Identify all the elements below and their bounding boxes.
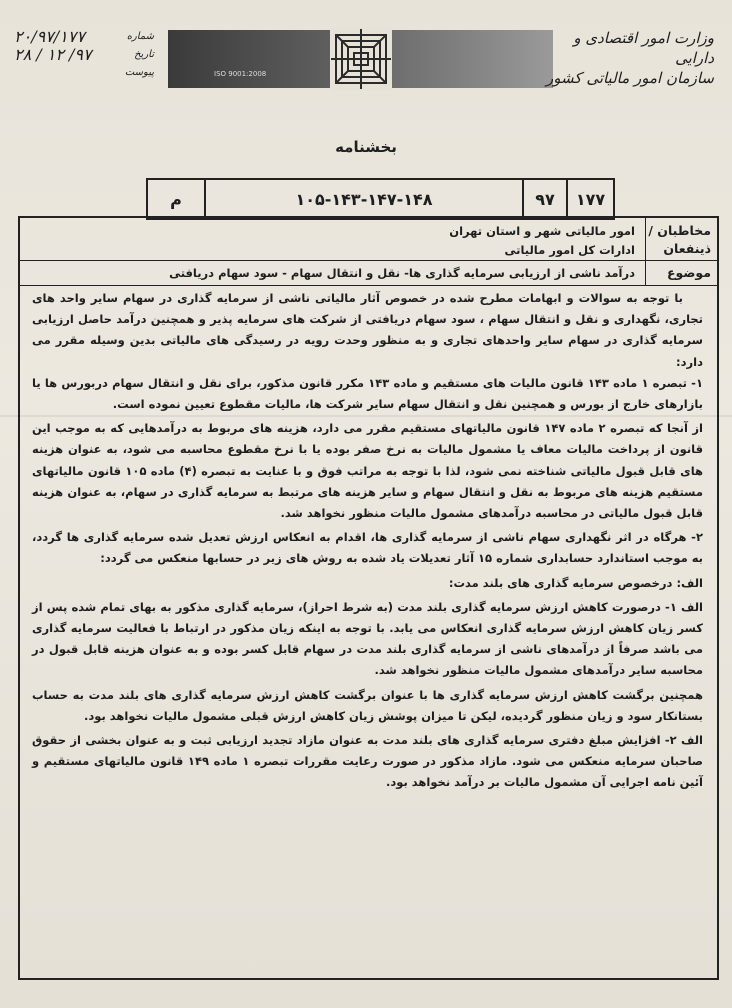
attachment-label: پیوست: [124, 67, 154, 78]
addressees-row: [20, 218, 717, 261]
tax-organization-emblem-icon: [330, 27, 392, 91]
paragraph-2: از آنجا که تبصره ۲ ماده ۱۴۷ قانون مالیاتهای مستقیم مقرر می دارد، هزینه های مربوط به درآمدهایی که به موجب این قانون از پرداخت مالیات معاف یا مشمول مالیات به نرخ صفر بوده یا با نرخ مقطوع محاسبه می شود، به عنوان هزینه های قابل قبول مالیاتی شناخته نمی شود، لذا با توجه به مراتب فوق و با عنایت به تبصره (۴) ماده ۱۰۵ قانون مالیاتهای مستقیم هزینه های مربوط به نقل و انتقال سهام و سایر هزینه های مرتبط به سرمایه گذاری در سهام، به عنوان هزینه قابل قبول مالیاتی در محاسبه درآمدهای مشمول مالیات منظور نخواهد شد.: [32, 421, 703, 521]
paragraph-intro: با توجه به سوالات و ابهامات مطرح شده در خصوص آثار مالیاتی ناشی از سرمایه گذاری در سهام سایر واحد های تجاری، نگهداری و نقل و انتقال سهام ، سود سهام دریافتی از شرکت های سرمایه پذیر و همچنین درآمد حاصل ارزیابی سرمایه گذاری در سهام سایر واحدهای تجاری و به منظور وحدت رویه در رسیدگی های مالیاتی بدین وسیله مقرر می دارد:: [32, 291, 703, 369]
number-value: ۲۰/۹۷/۱۷۷: [14, 27, 85, 46]
ref-year: ۹۷: [522, 180, 566, 218]
organization-name: سازمان امور مالیاتی کشور: [546, 69, 714, 87]
document-title: بخشنامه: [335, 138, 397, 156]
subject-label: موضوع: [645, 260, 717, 285]
date-row: [14, 46, 154, 64]
paper-fold: [0, 415, 732, 417]
paragraph-5: الف ۱- درصورت کاهش ارزش سرمایه گذاری بلند مدت (به شرط احراز)، سرمایه گذاری مذکور به بهای تمام شده پس از کسر زیان کاهش ارزش سرمایه گذاری انعکاس می یابد. با توجه به اینکه زیان مذکور در ارتباط با فعالیت سرمایه گذاری می باشد صرفاً از درآمدهای ناشی از سرمایه گذاری بلند مدت در سهام قابل کسر بوده و به عنوان هزینه قابل قبول در محاسبه سایر درآمدهای مشمول مالیات منظور نخواهد شد.: [32, 599, 703, 678]
addressees-label: مخاطبان / ذینفعان: [645, 218, 717, 260]
ref-code: م: [170, 189, 182, 209]
paragraph-3: ۲- هرگاه در اثر نگهداری سهام ناشی از سرمایه گذاری ها، اقدام به انعکاس ارزش تعدیل شده سرمایه گذاری ها گردد، به موجب استاندارد حسابداری شماره ۱۵ آثار تعدیلات یاد شده به روش های زیر در حسابها منعکس می گردد:: [32, 530, 703, 566]
subject-value: درآمد ناشی از ارزیابی سرمایه گذاری ها- نقل و انتقال سهام - سود سهام دریافتی: [169, 266, 635, 280]
number-row: [14, 28, 154, 46]
paragraph-7: الف ۲- افزایش مبلغ دفتری سرمایه گذاری های بلند مدت به عنوان مازاد تجدید ارزیابی ثبت و به عنوان بخشی از حقوق صاحبان سرمایه منعکس می شود. مازاد مذکور در صورت رعایت مقررات تبصره ۱ ماده ۱۴۹ قانون مالیاتهای مستقیم و آئین نامه اجرایی آن مشمول مالیات بر درآمد نخواهد بود.: [32, 733, 703, 790]
addressees-value: [20, 218, 645, 260]
date-label: تاریخ: [134, 49, 154, 60]
paragraph-1: ۱- تبصره ۱ ماده ۱۴۳ قانون مالیات های مستقیم و ماده ۱۴۳ مکرر قانون مذکور، برای نقل و انتقال سهام دربورس ها یا بازارهای خارج از بورس و همچنین نقل و انتقال سهام سایر شرکت ها، مالیات مقطوع تعیین نموده است.: [32, 375, 703, 412]
iso-label: ISO 9001:2008: [214, 70, 267, 78]
number-label: شماره: [126, 31, 154, 42]
content-frame: [18, 216, 719, 980]
ref-articles: ۱۰۵-۱۴۳-۱۴۷-۱۴۸: [204, 180, 522, 218]
letterhead-organization: [544, 28, 714, 88]
paragraph-4: الف: درخصوص سرمایه گذاری های بلند مدت:: [448, 575, 703, 590]
reference-box: [146, 178, 615, 220]
ministry-name: وزارت امور اقتصادی و دارایی: [573, 29, 714, 67]
attachment-row: [14, 64, 154, 82]
letter-meta: [14, 28, 154, 82]
subject-row: [20, 260, 717, 286]
addressee-line: ادارات کل امور مالیاتی: [504, 243, 635, 257]
letter-body: [20, 288, 717, 794]
addressee-line: امور مالیاتی شهر و استان تهران: [449, 224, 635, 238]
paragraph-6: همچنین برگشت کاهش ارزش سرمایه گذاری ها با عنوان برگشت کاهش ارزش سرمایه گذاری های بلند مدت به حساب بستانکار سود و زیان منظور گردیده، لیکن تا میزان پوشش زیان کاهش ارزش قبلی مشمول مالیات نخواهد بود.: [32, 687, 703, 723]
ref-number: ۱۷۷: [566, 180, 613, 218]
date-value: ۹۷/ ۱۲ / ۲۸: [14, 45, 92, 64]
